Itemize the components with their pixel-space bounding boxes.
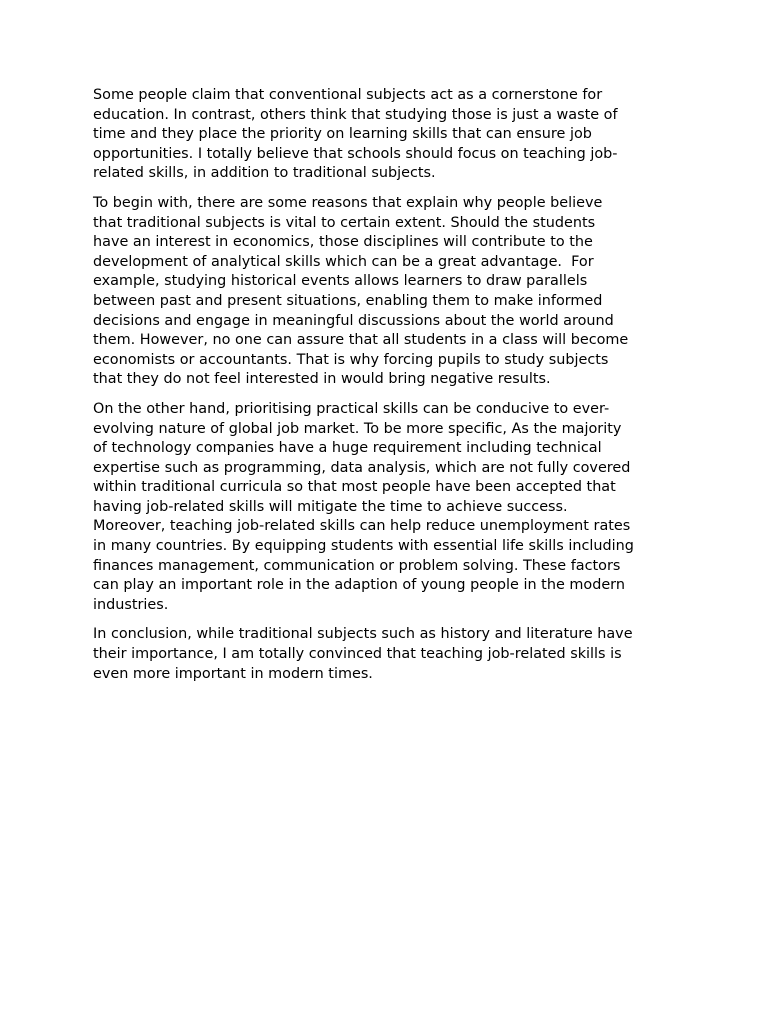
paragraph-body-2: On the other hand, prioritising practical skills can be conducive to ever- evolving nature of global job market. To be more specific, As the majority of technology companies have a huge requirement including technical expertise such as programming, data analysis, which are not fully covered within traditional curricula so that most people have been accepted that having job-related skills will mitigate the time to achieve success. Moreover, teaching job-related skills can help reduce unemployment rates in many countries. By equipping students with essential life skills including finances management, communication or problem solving. These factors can play an important role in the adaption of young people in the modern industries. [93,400,634,613]
paragraph-body-1: To begin with, there are some reasons that explain why people believe that traditional subjects is vital to certain extent. Should the students have an interest in economics, those disciplines will contribute to the development of analytical skills which can be a great advantage. For example, studying historical events allows learners to draw parallels between past and present situations, enabling them to make informed decisions and engage in meaningful discussions about the world around them. However, no one can assure that all students in a class will become economists or accountants. That is why forcing pupils to study subjects that they do not feel interested in would bring negative results. [93,194,629,388]
paragraph-introduction: Some people claim that conventional subjects act as a cornerstone for education. In contrast, others think that studying those is just a waste of time and they place the priority on learning skills that can ensure job opportunities. I totally believe that schools should focus on teaching job- related skills, in addition to traditional subjects. [93,87,618,182]
paragraph-conclusion: In conclusion, while traditional subjects such as history and literature have their importance, I am totally convinced that teaching job-related skills is even more important in modern times. [93,626,633,682]
essay-body [93,86,683,694]
